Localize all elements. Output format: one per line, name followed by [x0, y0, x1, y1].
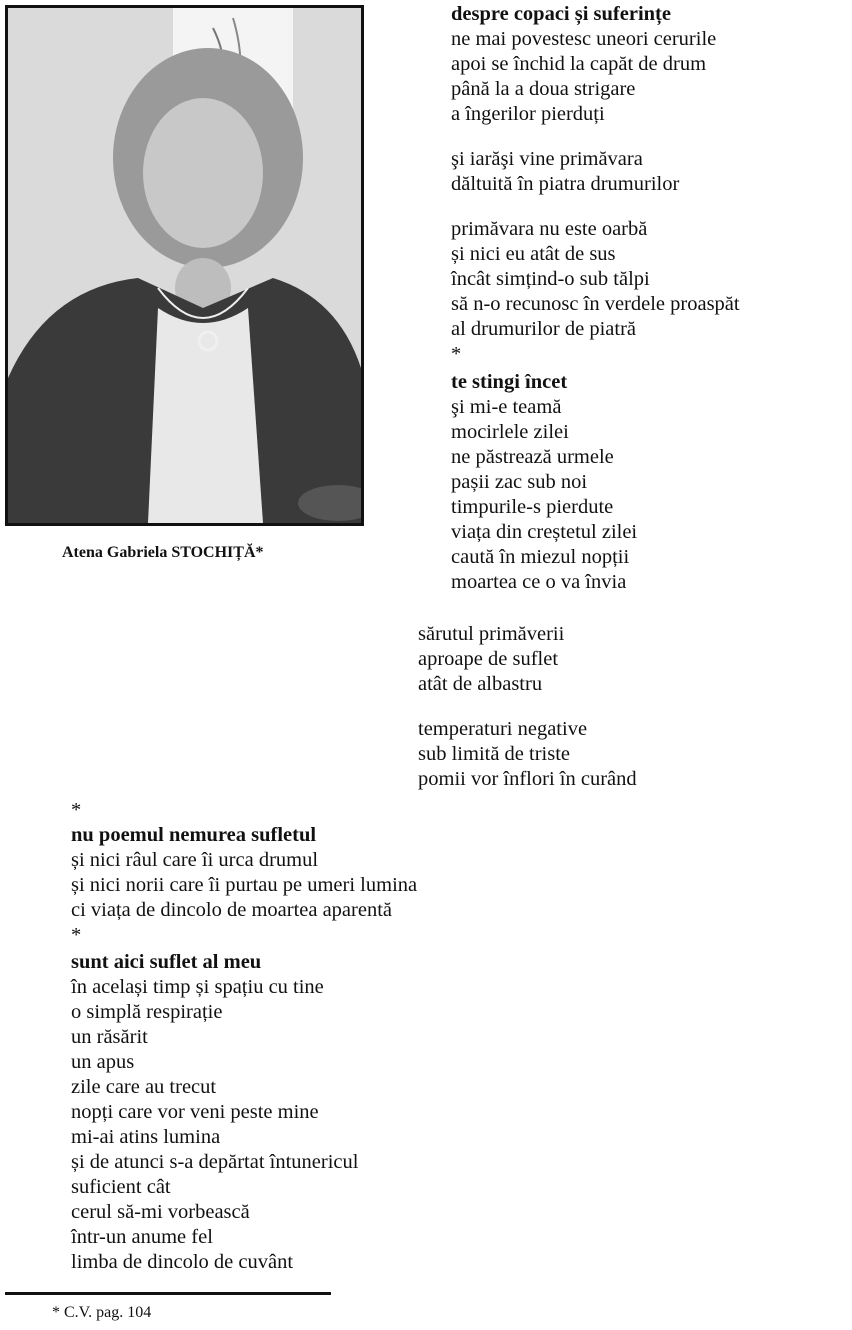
poem-line: viața din creștetul zilei — [451, 521, 638, 543]
poem-line: un apus — [71, 1051, 135, 1073]
poem-line: atât de albastru — [418, 673, 543, 695]
poem-line: timpurile-s pierdute — [451, 496, 614, 518]
poem-title: te stingi încet — [451, 371, 568, 393]
poem-line: să n-o recunosc în verdele proaspăt — [451, 293, 740, 315]
poem-line: dăltuită în piatra drumurilor — [451, 173, 680, 195]
portrait-image — [8, 8, 361, 523]
poem-line: primăvara nu este oarbă — [451, 218, 648, 240]
poem-line: sub limită de triste — [418, 743, 571, 765]
poem-line: o simplă respirație — [71, 1001, 223, 1023]
poem-line: temperaturi negative — [418, 718, 588, 740]
poem-line: sărutul primăverii — [418, 623, 565, 645]
poem-line: ne mai povestesc uneori cerurile — [451, 28, 717, 50]
poem-line: cerul să-mi vorbească — [71, 1201, 250, 1223]
poem-line: mocirlele zilei — [451, 421, 569, 443]
poem-line: nopți care vor veni peste mine — [71, 1101, 319, 1123]
poem-sunt-aici — [71, 950, 358, 1275]
poem-title: sunt aici suflet al meu — [71, 951, 262, 973]
poem-separator: * — [451, 343, 462, 365]
poem-line: un răsărit — [71, 1026, 148, 1048]
poem-line: moartea ce o va învia — [451, 571, 627, 593]
poem-title: despre copaci și suferințe — [451, 3, 671, 25]
poem-line: a îngerilor pierduți — [451, 103, 605, 125]
poem-title: nu poemul nemurea sufletul — [71, 824, 317, 846]
poem-line: caută în miezul nopții — [451, 546, 630, 568]
author-caption: Atena Gabriela STOCHIȚĂ* — [62, 544, 264, 561]
stanza-gap — [418, 697, 637, 717]
poem-line: al drumurilor de piatră — [451, 318, 637, 340]
stanza-gap — [451, 197, 740, 217]
author-photo — [5, 5, 364, 526]
poem-line: limba de dincolo de cuvânt — [71, 1251, 294, 1273]
poem-line: în același timp și spațiu cu tine — [71, 976, 324, 998]
poem-line: într-un anume fel — [71, 1226, 213, 1248]
poem-line: suficient cât — [71, 1176, 171, 1198]
poem-line: și de atunci s-a depărtat întunericul — [71, 1151, 359, 1173]
poem-line: mi-ai atins lumina — [71, 1126, 221, 1148]
poem-line: zile care au trecut — [71, 1076, 217, 1098]
poem-line: pașii zac sub noi — [451, 471, 588, 493]
poem-line: pomii vor înflori în curând — [418, 768, 637, 790]
poem-line: și nici norii care îi purtau pe umeri lumina — [71, 874, 418, 896]
poem-line: apoi se închid la capăt de drum — [451, 53, 707, 75]
poem-line: și nici eu atât de sus — [451, 243, 616, 265]
footnote-rule — [5, 1292, 331, 1295]
poem-line: ne păstrează urmele — [451, 446, 614, 468]
poem-separator: * — [71, 924, 82, 946]
poem-line: ci viața de dincolo de moartea aparentă — [71, 899, 393, 921]
poem-line: şi iarăşi vine primăvara — [451, 148, 643, 170]
footnote: * C.V. pag. 104 — [52, 1304, 152, 1321]
poem-line: și nici râul care îi urca drumul — [71, 849, 319, 871]
poem-despre-copaci — [451, 2, 740, 367]
poem-line: până la a doua strigare — [451, 78, 636, 100]
poem-separator: * — [71, 799, 82, 821]
stanza-gap — [451, 127, 740, 147]
poem-line: şi mi-e teamă — [451, 396, 562, 418]
poem-nu-poemul — [71, 798, 417, 948]
poem-te-stingi — [451, 370, 637, 595]
poem-line: aproape de suflet — [418, 648, 559, 670]
poem-sarutul — [418, 622, 637, 792]
poem-line: încât simțind-o sub tălpi — [451, 268, 650, 290]
